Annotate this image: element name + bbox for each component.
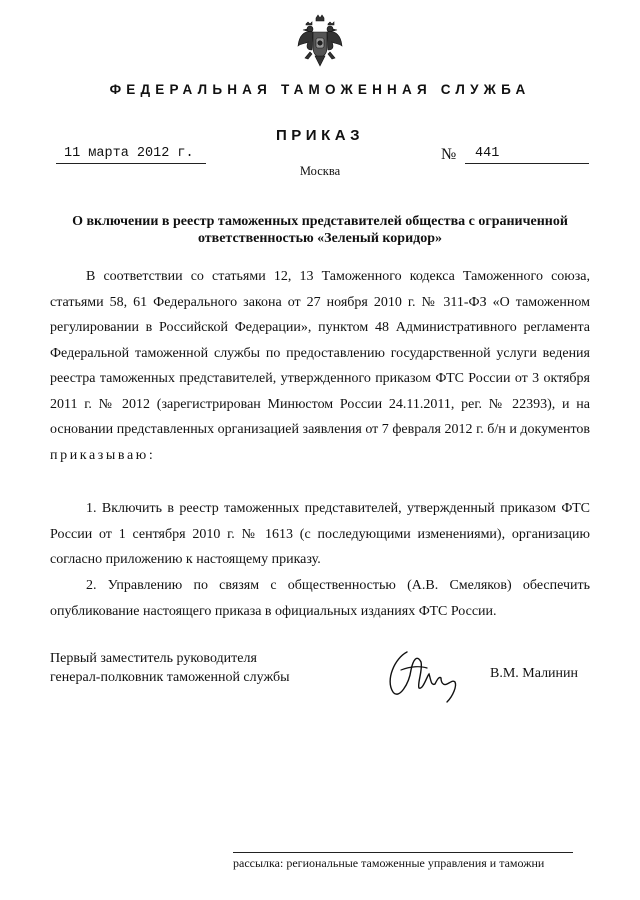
number-sign: № [441, 146, 457, 163]
preamble-paragraph [50, 264, 590, 468]
order-item-2: 2. Управлению по связям с общественностью (А.В. Смеляков) обеспечить опубликование настоящего приказа в официальных изданиях ФТС России. [50, 578, 590, 619]
order-date: 11 марта 2012 г. [64, 146, 194, 161]
order-number-field [465, 144, 589, 164]
order-directive: приказываю: [50, 447, 156, 463]
signer-position [50, 649, 350, 687]
document-type: ПРИКАЗ [276, 127, 364, 144]
preamble-text: В соответствии со статьями 12, 13 Таможенного кодекса Таможенного союза, статьями 58, 61 Федерального закона от 27 ноября 2010 г. № 311-ФЗ «О таможенном регулировании в Российской Федерации», пунктом 48 Административного регламента Федеральной таможенной службы по предоставлению государственной услуги ведения реестра таможенных представителей, утвержденного приказом ФТС России от 3 октября 2011 г. № 2012 (зарегистрирован Минюстом России 24.11.2011, рег. № 22393), и на основании представленных организацией заявления от 7 февраля 2012 г. б/н и документов [50, 269, 590, 437]
order-number: 441 [475, 146, 500, 161]
order-item-1: 1. Включить в реестр таможенных представителей, утвержденный приказом ФТС России от 1 сентября 2010 г. № 1613 (с последующими изменениями), организацию согласно приложению к настоящему приказу. [50, 501, 590, 567]
signer-name: В.М. Малинин [490, 666, 579, 681]
distribution-list: рассылка: региональные таможенные управления и таможни [233, 856, 545, 870]
document-title [40, 213, 600, 247]
document-title-line1: О включении в реестр таможенных представителей общества с ограниченной [72, 214, 568, 229]
handwritten-signature-icon [377, 640, 467, 710]
signer-position-line1: Первый заместитель руководителя [50, 651, 257, 666]
order-date-field [56, 144, 206, 164]
city: Москва [299, 164, 341, 178]
footer-divider [233, 852, 573, 853]
signer-position-line2: генерал-полковник таможенной службы [50, 670, 290, 685]
agency-name: ФЕДЕРАЛЬНАЯ ТАМОЖЕННАЯ СЛУЖБА [109, 82, 531, 97]
double-headed-eagle-emblem-icon [296, 14, 344, 68]
document-title-line2: ответственностью «Зеленый коридор» [197, 231, 443, 246]
